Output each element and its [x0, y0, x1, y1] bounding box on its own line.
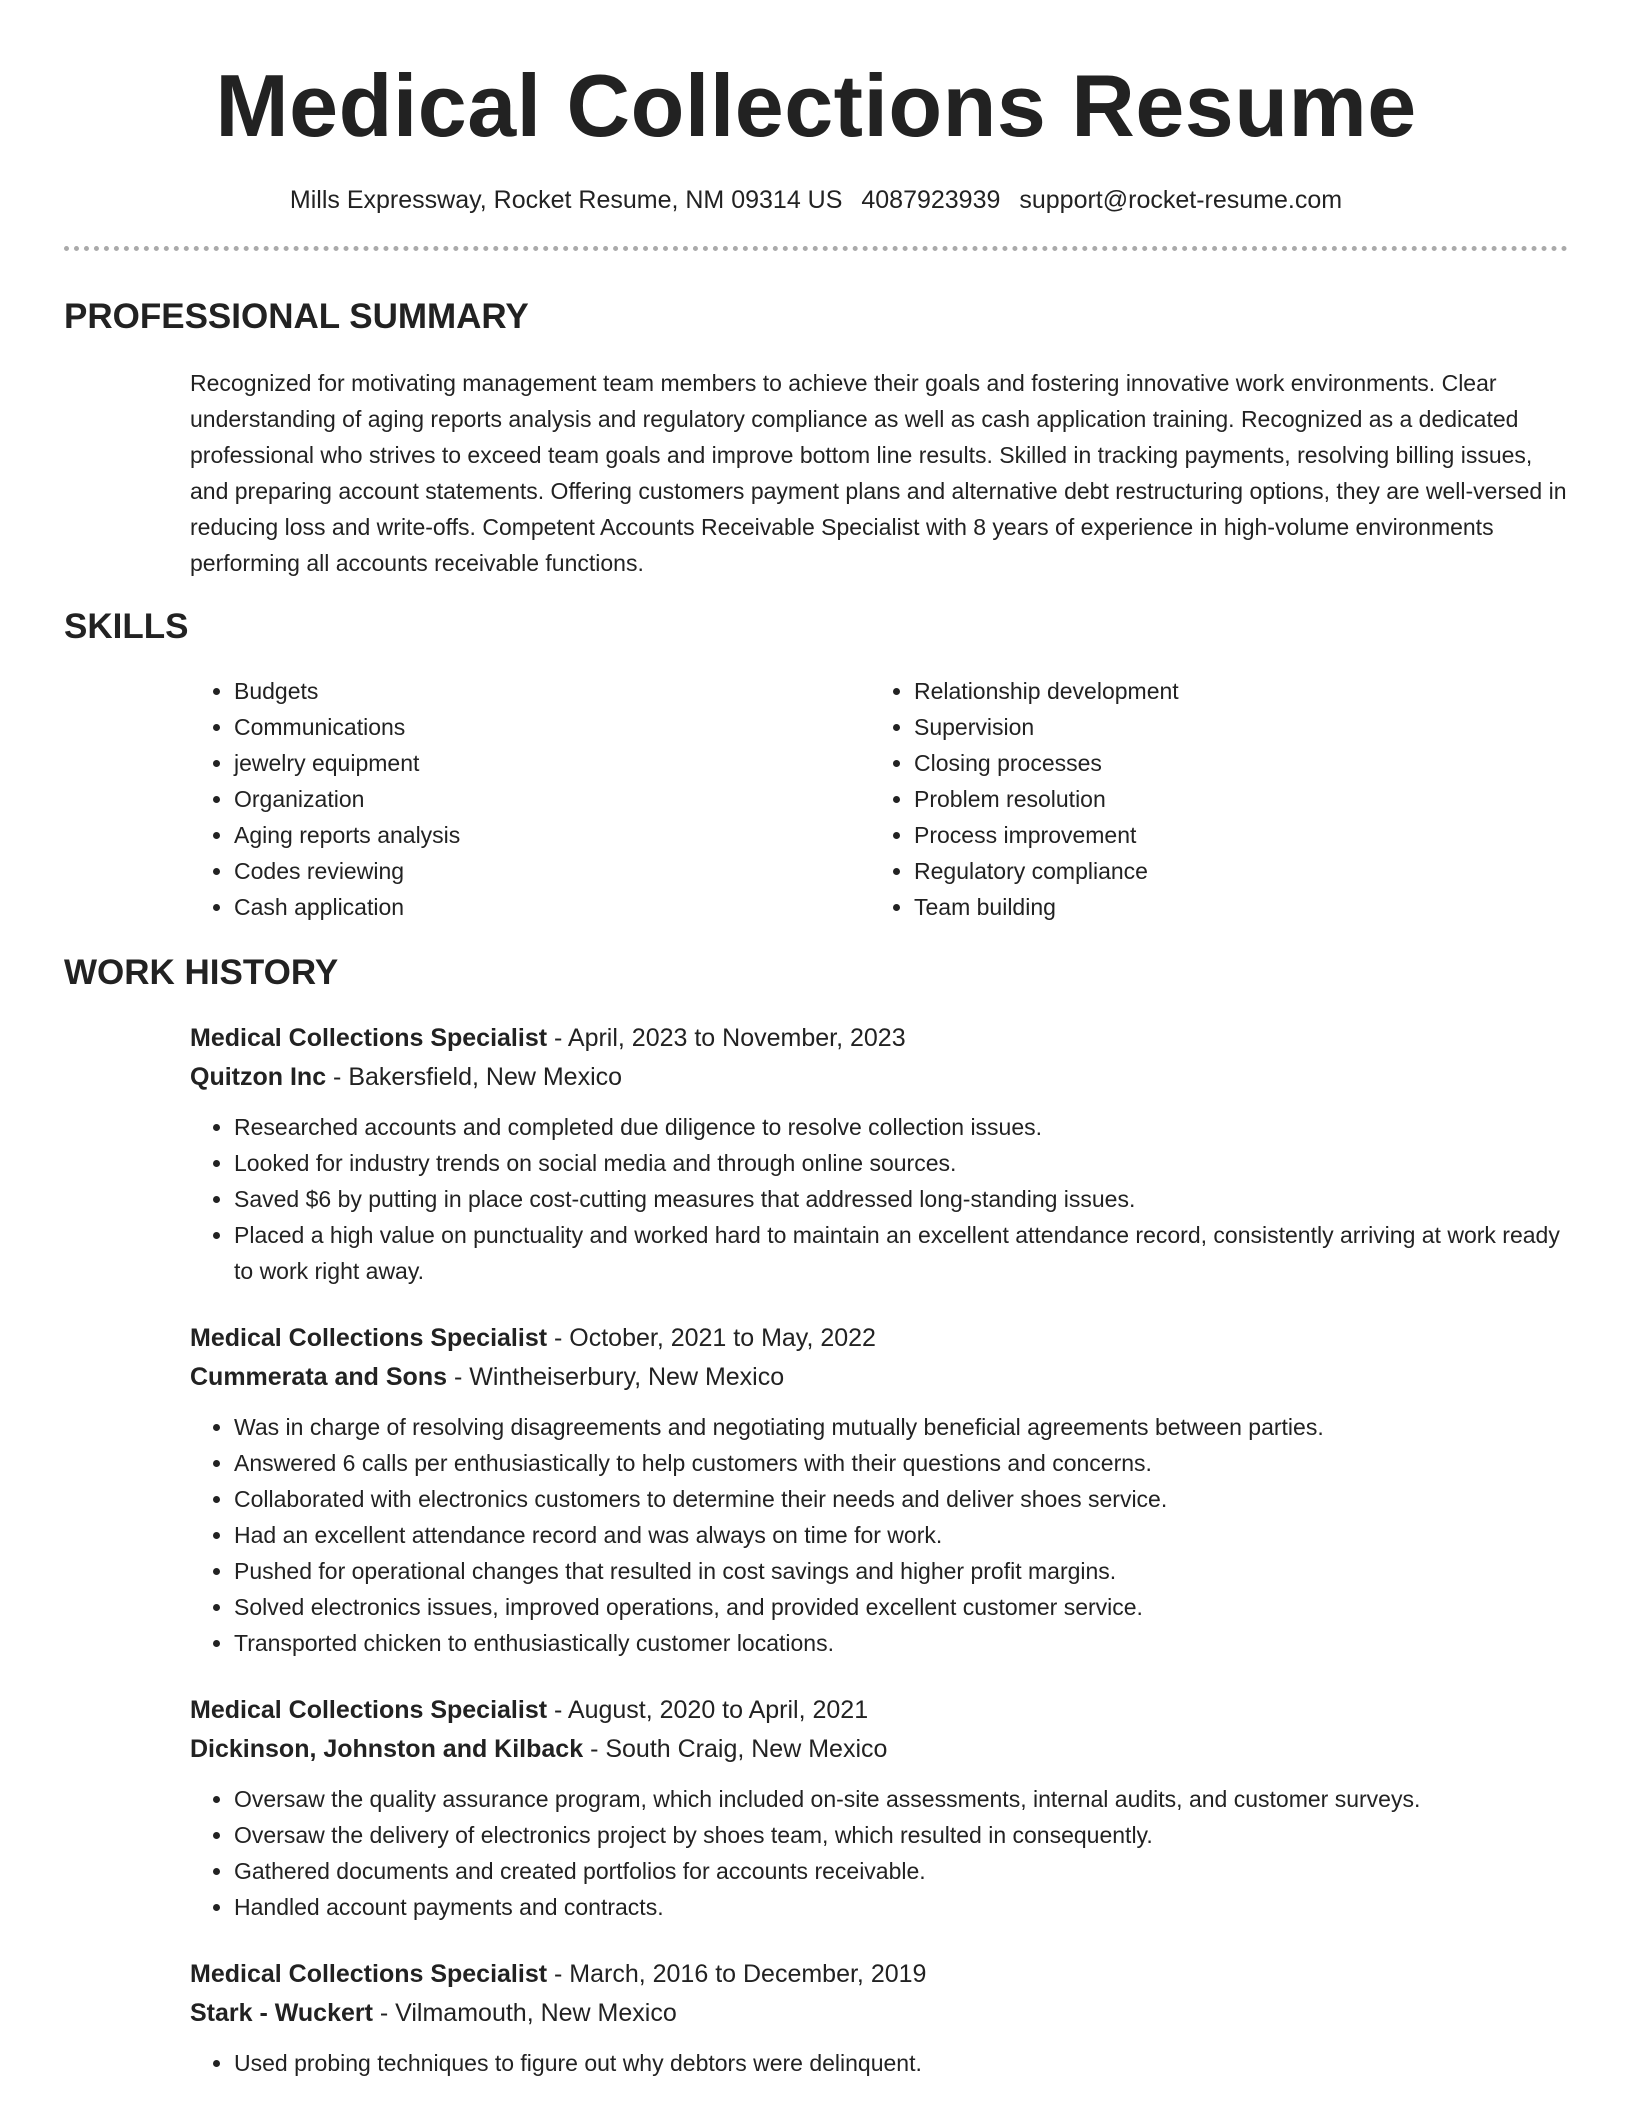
- skill-item: • Process improvement: [914, 817, 1550, 853]
- job-company-line: [190, 1058, 1568, 1097]
- job-company: Quitzon Inc: [190, 1063, 327, 1091]
- skill-item: • Aging reports analysis: [234, 817, 870, 853]
- job-dates: - April, 2023 to November, 2023: [547, 1024, 906, 1052]
- skills-grid: [190, 673, 1568, 925]
- skill-item: • Budgets: [234, 673, 870, 709]
- job-bullets: [190, 2045, 1568, 2081]
- skill-item: • Supervision: [914, 709, 1550, 745]
- job-entry: [190, 1691, 1568, 1925]
- job-dates: - October, 2021 to May, 2022: [547, 1324, 876, 1352]
- job-role: Medical Collections Specialist: [190, 1960, 548, 1988]
- job-entry: [190, 1319, 1568, 1661]
- job-entry: [190, 1955, 1568, 2081]
- job-company-line: [190, 1358, 1568, 1397]
- job-company: Dickinson, Johnston and Kilback: [190, 1735, 584, 1763]
- job-company: Stark - Wuckert: [190, 1999, 373, 2027]
- job-bullet: • Transported chicken to enthusiastically customer locations.: [234, 1625, 1568, 1661]
- skill-item: • Organization: [234, 781, 870, 817]
- job-bullet: • Saved $6 by putting in place cost-cutting measures that addressed long-standing issues.: [234, 1181, 1568, 1217]
- contact-email: support@rocket-resume.com: [1019, 186, 1343, 214]
- job-location: - South Craig, New Mexico: [583, 1735, 888, 1763]
- summary-heading: PROFESSIONAL SUMMARY: [64, 297, 529, 336]
- resume-title: Medical Collections Resume: [215, 56, 1417, 155]
- job-company-line: [190, 1730, 1568, 1769]
- job-role: Medical Collections Specialist: [190, 1324, 548, 1352]
- job-location: - Vilmamouth, New Mexico: [372, 1999, 677, 2027]
- skills-heading: SKILLS: [64, 607, 189, 646]
- skill-item: • jewelry equipment: [234, 745, 870, 781]
- contact-phone: 4087923939: [861, 186, 1001, 214]
- contact-line: [64, 184, 1568, 216]
- job-bullet: • Used probing techniques to figure out why debtors were delinquent.: [234, 2045, 1568, 2081]
- job-bullet: • Oversaw the quality assurance program, which included on-site assessments, internal audits, and customer surveys.: [234, 1781, 1568, 1817]
- job-role-line: [190, 1019, 1568, 1058]
- skill-item: • Team building: [914, 889, 1550, 925]
- skill-item: • Communications: [234, 709, 870, 745]
- skill-item: • Relationship development: [914, 673, 1550, 709]
- job-bullet: • Answered 6 calls per enthusiastically to help customers with their questions and concerns.: [234, 1445, 1568, 1481]
- skills-list-right: [870, 673, 1550, 925]
- job-location: - Wintheiserbury, New Mexico: [447, 1363, 785, 1391]
- work-history-section: [190, 1019, 1568, 2081]
- job-role: Medical Collections Specialist: [190, 1696, 548, 1724]
- skill-item: • Problem resolution: [914, 781, 1550, 817]
- skills-list-left: [190, 673, 870, 925]
- job-dates: - March, 2016 to December, 2019: [547, 1960, 927, 1988]
- header-divider: [64, 246, 1568, 251]
- job-company: Cummerata and Sons: [190, 1363, 448, 1391]
- job-role: Medical Collections Specialist: [190, 1024, 548, 1052]
- job-role-line: [190, 1691, 1568, 1730]
- job-bullet: • Gathered documents and created portfolios for accounts receivable.: [234, 1853, 1568, 1889]
- job-company-line: [190, 1994, 1568, 2033]
- job-entry: [190, 1019, 1568, 1289]
- job-bullet: • Pushed for operational changes that resulted in cost savings and higher profit margins.: [234, 1553, 1568, 1589]
- job-bullet: • Collaborated with electronics customers to determine their needs and deliver shoes service.: [234, 1481, 1568, 1517]
- skill-item: • Cash application: [234, 889, 870, 925]
- job-bullets: [190, 1781, 1568, 1925]
- skill-item: • Codes reviewing: [234, 853, 870, 889]
- job-bullets: [190, 1409, 1568, 1661]
- job-bullet: • Placed a high value on punctuality and worked hard to maintain an excellent attendance record, consistently arriving at work ready to work right away.: [234, 1217, 1568, 1289]
- summary-text: Recognized for motivating management team members to achieve their goals and fostering innovative work environments. Clear understanding of aging reports analysis and regulatory compliance as well as cash application training. Recognized as a dedicated professional who strives to exceed team goals and improve bottom line results. Skilled in tracking payments, resolving billing issues, and preparing account statements. Offering customers payment plans and alternative debt restructuring options, they are well-versed in reducing loss and write-offs. Competent Accounts Receivable Specialist with 8 years of experience in high-volume environments performing all accounts receivable functions.: [190, 370, 1567, 576]
- job-bullet: • Looked for industry trends on social media and through online sources.: [234, 1145, 1568, 1181]
- job-role-line: [190, 1955, 1568, 1994]
- job-bullet: • Oversaw the delivery of electronics project by shoes team, which resulted in consequently.: [234, 1817, 1568, 1853]
- contact-address: Mills Expressway, Rocket Resume, NM 09314 US: [289, 186, 843, 214]
- job-location: - Bakersfield, New Mexico: [326, 1063, 623, 1091]
- job-bullet: • Researched accounts and completed due diligence to resolve collection issues.: [234, 1109, 1568, 1145]
- job-bullet: • Had an excellent attendance record and was always on time for work.: [234, 1517, 1568, 1553]
- summary-section: [190, 365, 1568, 581]
- resume-page: [64, 0, 1568, 2081]
- skill-item: • Closing processes: [914, 745, 1550, 781]
- job-bullet: • Handled account payments and contracts.: [234, 1889, 1568, 1925]
- work-history-heading: WORK HISTORY: [64, 953, 339, 992]
- job-bullet: • Was in charge of resolving disagreements and negotiating mutually beneficial agreements between parties.: [234, 1409, 1568, 1445]
- job-dates: - August, 2020 to April, 2021: [547, 1696, 869, 1724]
- skill-item: • Regulatory compliance: [914, 853, 1550, 889]
- job-role-line: [190, 1319, 1568, 1358]
- job-bullet: • Solved electronics issues, improved operations, and provided excellent customer service.: [234, 1589, 1568, 1625]
- job-bullets: [190, 1109, 1568, 1289]
